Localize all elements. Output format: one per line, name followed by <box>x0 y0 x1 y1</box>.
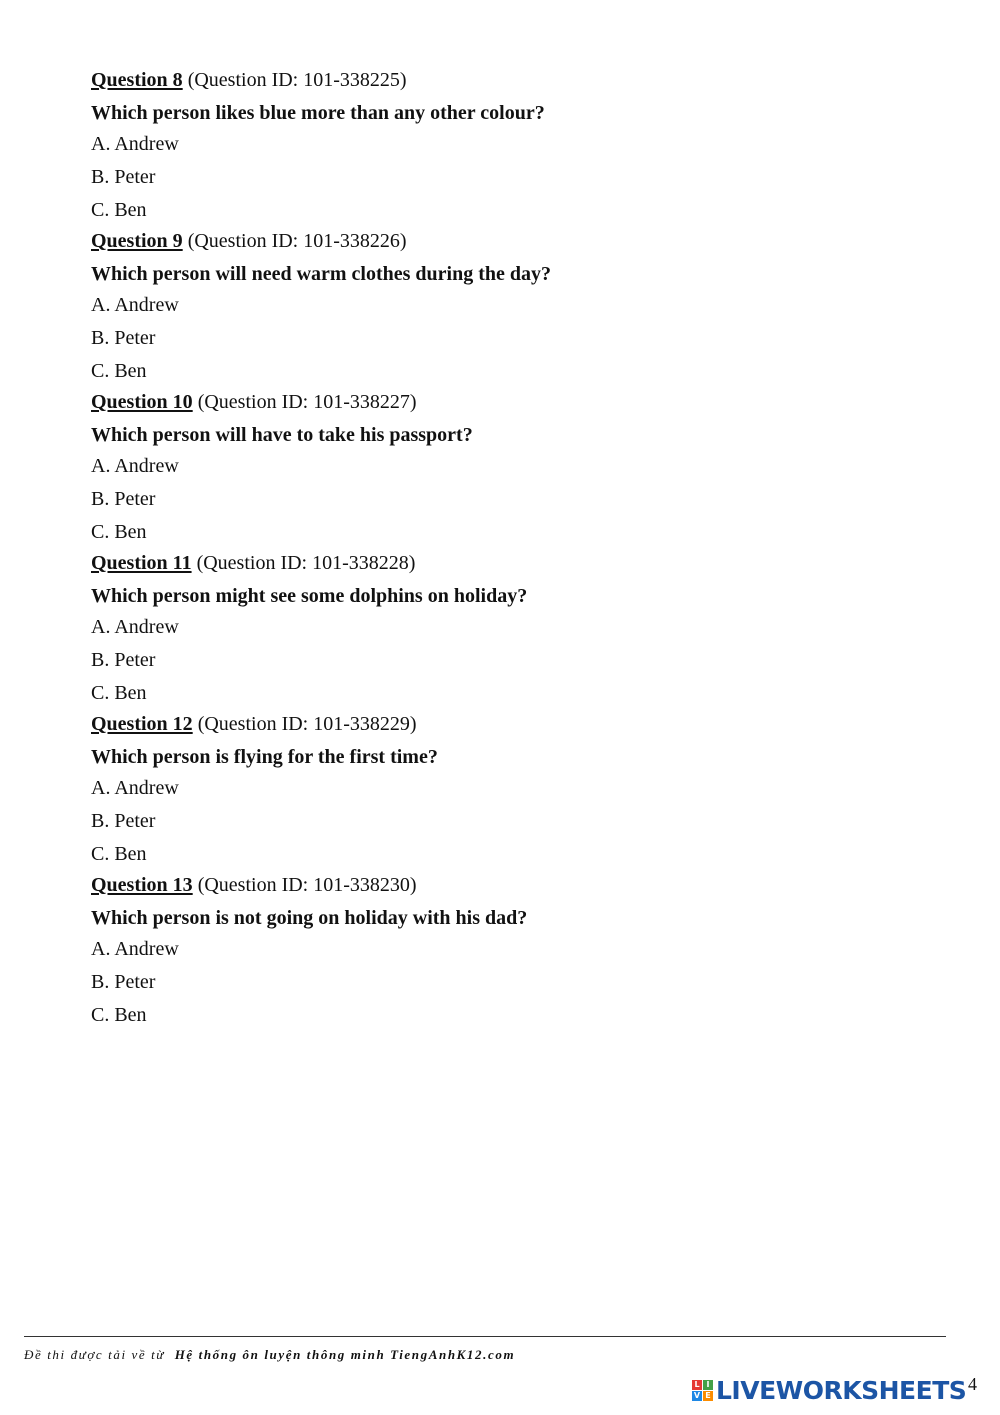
question-stem: Which person is flying for the first time? <box>91 746 438 768</box>
question-block <box>91 227 951 388</box>
question-block <box>91 66 951 227</box>
answer-option: C. Ben <box>91 843 147 865</box>
question-id: (Question ID: 101-338230) <box>192 874 417 896</box>
question-id: (Question ID: 101-338225) <box>182 69 407 91</box>
question-header <box>91 388 951 420</box>
question-block <box>91 549 951 710</box>
question-header <box>91 871 951 903</box>
question-label: Question 9 <box>91 230 183 252</box>
answer-option: C. Ben <box>91 360 147 382</box>
answer-option: A. Andrew <box>91 133 179 155</box>
liveworksheets-logo <box>692 1373 966 1407</box>
answer-option: A. Andrew <box>91 777 179 799</box>
question-label: Question 13 <box>91 874 193 896</box>
answer-option: A. Andrew <box>91 616 179 638</box>
answer-option: C. Ben <box>91 521 147 543</box>
question-label: Question 8 <box>91 69 183 91</box>
answer-option: B. Peter <box>91 810 156 832</box>
answer-option: C. Ben <box>91 682 147 704</box>
question-stem: Which person likes blue more than any other colour? <box>91 102 545 124</box>
footer-prefix: Đề thi được tải về từ <box>24 1347 165 1362</box>
answer-option: B. Peter <box>91 166 156 188</box>
question-header <box>91 66 951 98</box>
answer-option: B. Peter <box>91 649 156 671</box>
question-header <box>91 549 951 581</box>
logo-mark-square: V <box>693 1390 701 1400</box>
question-header <box>91 710 951 742</box>
answer-option: A. Andrew <box>91 455 179 477</box>
question-id: (Question ID: 101-338227) <box>192 391 417 413</box>
answer-option: B. Peter <box>91 327 156 349</box>
question-header <box>91 227 951 259</box>
logo-text: LIVEWORKSHEETS <box>716 1375 967 1405</box>
logo-mark-square: E <box>703 1391 713 1401</box>
footer-credit <box>24 1347 515 1363</box>
logo-mark-square: L <box>692 1380 702 1390</box>
logo-mark-icon <box>692 1380 713 1401</box>
question-block <box>91 871 951 1032</box>
question-stem: Which person will need warm clothes during the day? <box>91 263 552 285</box>
page-number: 4 <box>968 1374 977 1394</box>
answer-option: A. Andrew <box>91 294 179 316</box>
answer-option: A. Andrew <box>91 938 179 960</box>
question-stem: Which person might see some dolphins on holiday? <box>91 585 528 607</box>
question-list <box>91 66 951 1032</box>
question-id: (Question ID: 101-338226) <box>182 230 407 252</box>
question-id: (Question ID: 101-338229) <box>192 713 417 735</box>
question-id: (Question ID: 101-338228) <box>191 552 416 574</box>
logo-mark-square: I <box>703 1380 713 1390</box>
answer-option: B. Peter <box>91 971 156 993</box>
question-label: Question 10 <box>91 391 193 413</box>
footer-divider <box>24 1336 946 1337</box>
question-label: Question 11 <box>91 552 192 574</box>
answer-option: B. Peter <box>91 488 156 510</box>
question-stem: Which person is not going on holiday with his dad? <box>91 907 528 929</box>
answer-option: C. Ben <box>91 199 147 221</box>
answer-option: C. Ben <box>91 1004 147 1026</box>
question-label: Question 12 <box>91 713 193 735</box>
footer-source: Hệ thống ôn luyện thông minh TiengAnhK12.com <box>174 1347 516 1362</box>
question-block <box>91 710 951 871</box>
question-block <box>91 388 951 549</box>
question-stem: Which person will have to take his passport? <box>91 424 473 446</box>
